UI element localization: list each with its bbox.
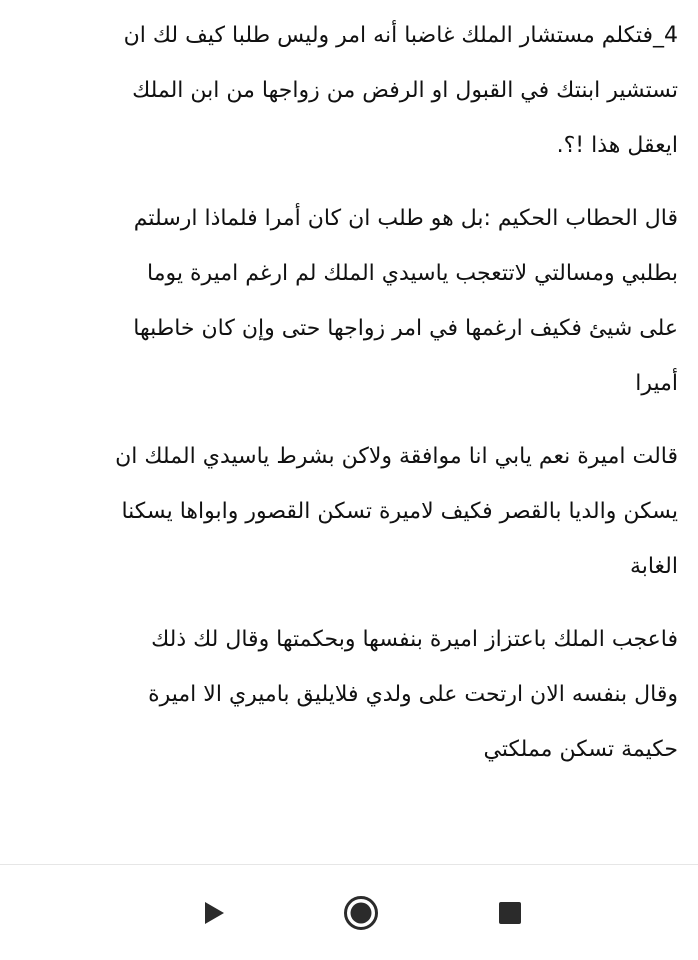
circle-ring-icon	[343, 895, 379, 931]
text-line: على شيئ فكيف ارغمها في امر زواجها حتى وإن كان خاطبها	[133, 316, 678, 341]
paragraph-3	[40, 429, 678, 594]
text-line: 4_فتكلم مستشار الملك غاضبا أنه امر وليس طلبا كيف لك ان	[123, 23, 678, 48]
play-triangle-icon	[201, 900, 227, 926]
story-text	[40, 8, 678, 795]
text-line: بطلبي ومسالتي لاتتعجب ياسيدي الملك لم ارغم اميرة يوما	[147, 261, 678, 286]
text-line: قال الحطاب الحكيم :بل هو طلب ان كان أمرا فلماذا ارسلتم	[133, 206, 678, 231]
text-line: قالت اميرة نعم يابي انا موافقة ولاكن بشرط ياسيدي الملك ان	[115, 444, 678, 469]
system-navigation-bar	[0, 864, 698, 960]
text-line: ايعقل هذا !؟.	[556, 133, 678, 158]
paragraph-4	[40, 612, 678, 777]
home-button[interactable]	[341, 893, 381, 933]
recent-apps-button[interactable]	[490, 893, 530, 933]
paragraph-1	[40, 8, 678, 173]
text-line: الغابة	[629, 554, 678, 579]
text-line: وقال بنفسه الان ارتحت على ولدي فلايليق باميري الا اميرة	[148, 682, 678, 707]
text-line: تستشير ابنتك في القبول او الرفض من زواجها من ابن الملك	[132, 78, 678, 103]
text-line: حكيمة تسكن مملكتي	[483, 737, 678, 762]
text-line: يسكن والديا بالقصر فكيف لاميرة تسكن القصور وابواها يسكنا	[121, 499, 678, 524]
text-line: أميرا	[635, 371, 678, 396]
square-icon	[497, 900, 523, 926]
back-button[interactable]	[194, 893, 234, 933]
text-line: فاعجب الملك باعتزاز اميرة بنفسها وبحكمتها وقال لك ذلك	[151, 627, 678, 652]
paragraph-2	[40, 191, 678, 411]
